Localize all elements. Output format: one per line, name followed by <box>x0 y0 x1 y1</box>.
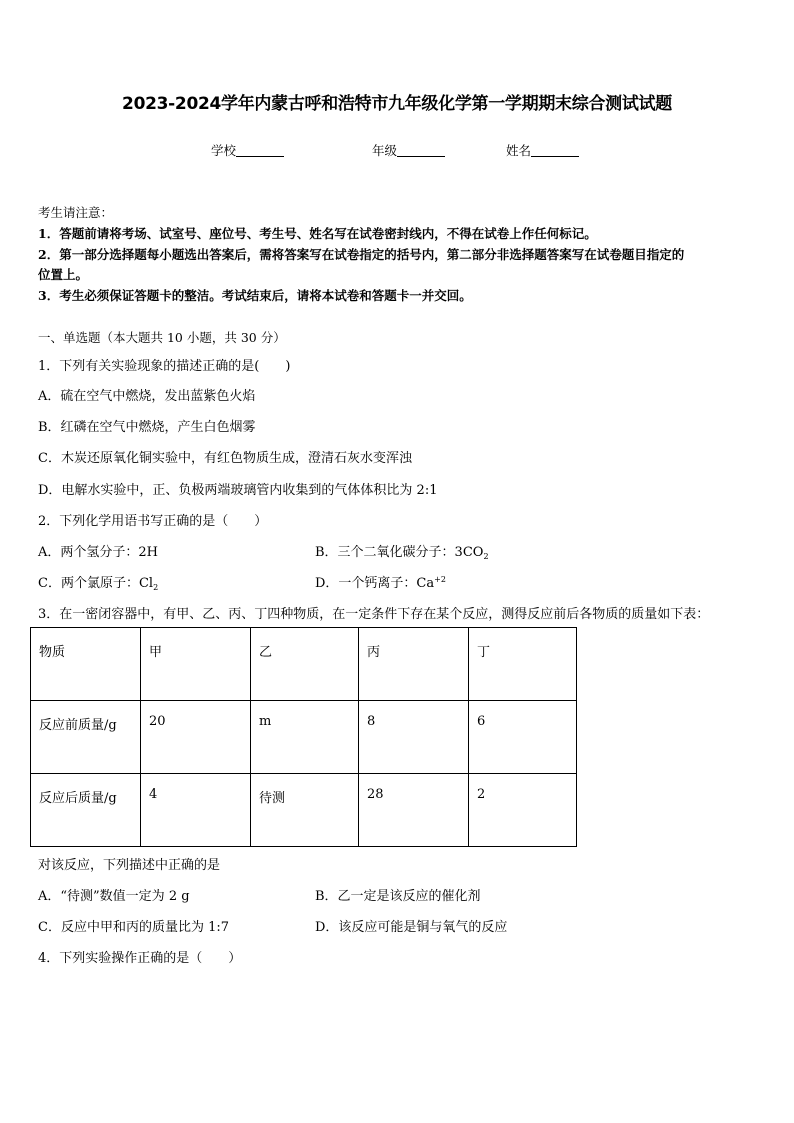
table-cell: 待测 <box>251 774 359 847</box>
table-header-cell: 丙 <box>359 628 469 701</box>
q3-option-d: D．该反应可能是铜与氧气的反应 <box>315 920 508 935</box>
table-cell: 6 <box>469 701 577 774</box>
q3-option-b: B．乙一定是该反应的催化剂 <box>315 889 481 904</box>
q1-stem: 1．下列有关实验现象的描述正确的是( ) <box>38 359 291 374</box>
page-title: 2023-2024学年内蒙古呼和浩特市九年级化学第一学期期末综合测试试题 <box>122 94 672 114</box>
name-field <box>506 141 579 159</box>
table-cell: 反应前质量/g <box>31 701 141 774</box>
table-header-row <box>31 628 577 701</box>
notice-item-2: 2．第一部分选择题每小题选出答案后，需将答案写在试卷指定的括号内，第二部分非选择题答案写在试卷题目指定的 <box>38 247 685 262</box>
q2-option-c <box>38 572 158 592</box>
table-cell: 20 <box>141 701 251 774</box>
q2-option-d-superscript: +2 <box>434 575 446 584</box>
notice-item-3: 3．考生必须保证答题卡的整洁。考试结束后，请将本试卷和答题卡一并交回。 <box>38 288 472 303</box>
q2-option-a: A．两个氢分子：2H <box>38 545 158 560</box>
notice-heading: 考生请注意： <box>38 205 114 220</box>
notice-item-1: 1．答题前请将考场、试室号、座位号、考生号、姓名写在试卷密封线内，不得在试卷上作任何标记。 <box>38 226 597 241</box>
school-label: 学校 <box>211 143 237 158</box>
table-header-cell: 物质 <box>31 628 141 701</box>
q1-option-c: C．木炭还原氧化铜实验中，有红色物质生成，澄清石灰水变浑浊 <box>38 451 412 466</box>
q2-stem: 2．下列化学用语书写正确的是（ ） <box>38 514 268 529</box>
school-blank <box>236 144 284 157</box>
q4-stem: 4．下列实验操作正确的是（ ） <box>38 951 242 966</box>
q2-option-b-subscript: 2 <box>483 552 489 561</box>
grade-label: 年级 <box>372 143 398 158</box>
q2-option-b-text: B．三个二氧化碳分子：3CO <box>315 545 484 560</box>
grade-blank <box>397 144 445 157</box>
table-header-cell: 乙 <box>251 628 359 701</box>
name-blank <box>531 144 579 157</box>
q2-option-c-subscript: 2 <box>153 583 159 592</box>
table-header-cell: 甲 <box>141 628 251 701</box>
q1-option-d: D．电解水实验中，正、负极两端玻璃管内收集到的气体体积比为 2:1 <box>38 483 438 498</box>
q3-question: 对该反应，下列描述中正确的是 <box>38 858 221 873</box>
table-cell: 8 <box>359 701 469 774</box>
school-field <box>211 141 284 159</box>
q3-option-c: C．反应中甲和丙的质量比为 1:7 <box>38 920 230 935</box>
q1-option-b: B．红磷在空气中燃烧，产生白色烟雾 <box>38 420 256 435</box>
table-cell: 反应后质量/g <box>31 774 141 847</box>
q2-option-d <box>315 572 446 591</box>
mass-table <box>30 627 577 847</box>
table-row <box>31 701 577 774</box>
q2-option-c-text: C．两个氯原子：Cl <box>38 576 154 591</box>
table-cell: 4 <box>141 774 251 847</box>
name-label: 姓名 <box>506 143 532 158</box>
table-cell: 28 <box>359 774 469 847</box>
q2-option-b <box>315 541 489 561</box>
q3-option-a: A．“待测”数值一定为 2 g <box>38 889 190 904</box>
table-cell: m <box>251 701 359 774</box>
q2-option-d-text: D．一个钙离子：Ca <box>315 576 435 591</box>
table-header-cell: 丁 <box>469 628 577 701</box>
section-heading: 一、单选题（本大题共 10 小题，共 30 分） <box>38 330 286 345</box>
grade-field <box>372 141 445 159</box>
notice-item-2-cont: 位置上。 <box>38 267 89 282</box>
table-row <box>31 774 577 847</box>
table-cell: 2 <box>469 774 577 847</box>
q1-option-a: A．硫在空气中燃烧，发出蓝紫色火焰 <box>38 389 256 404</box>
q3-stem: 3．在一密闭容器中，有甲、乙、丙、丁四种物质，在一定条件下存在某个反应，测得反应前后各物质的质量如下表： <box>38 607 710 622</box>
